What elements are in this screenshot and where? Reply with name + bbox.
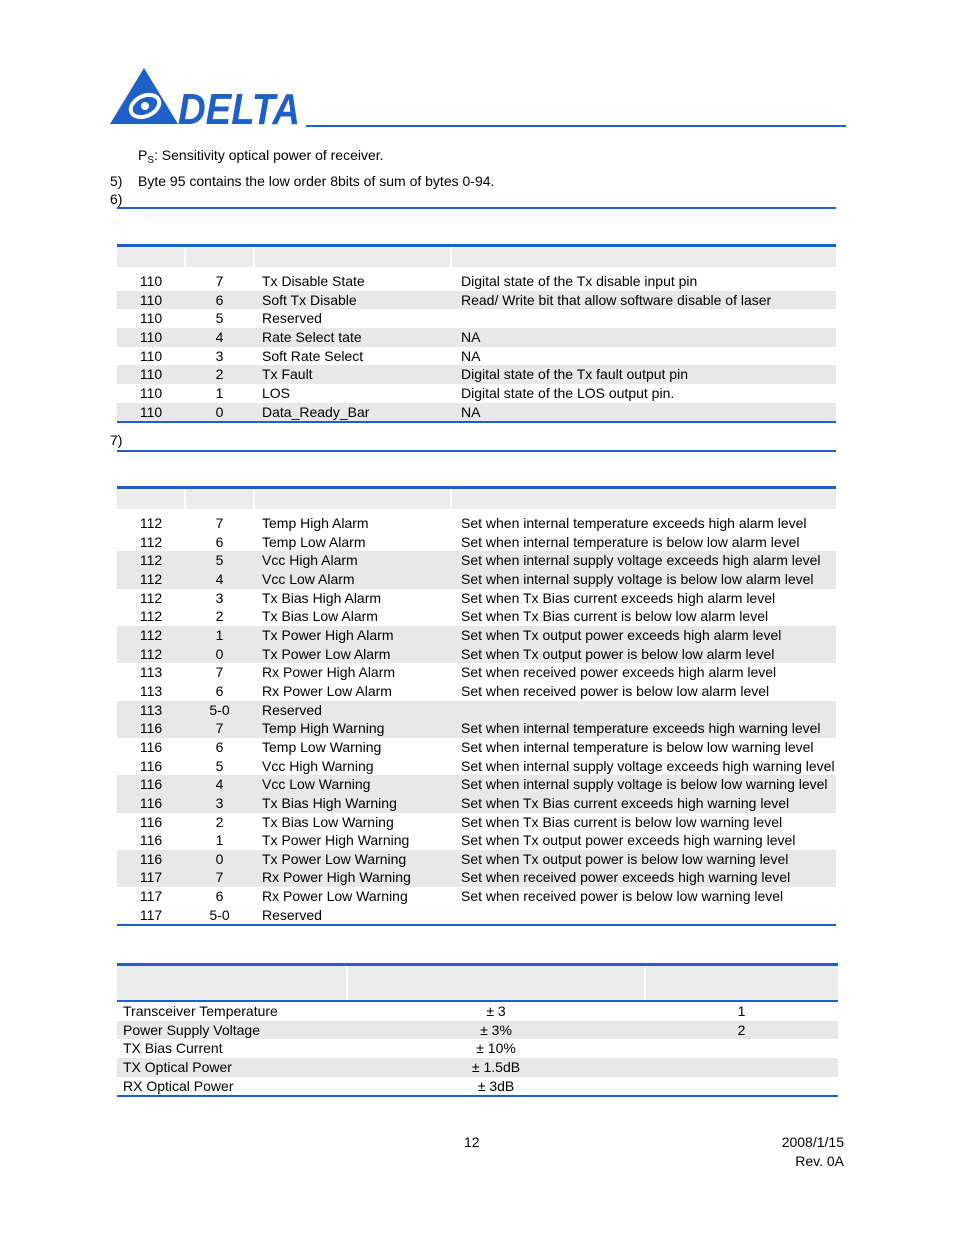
parameter-cell: TX Optical Power bbox=[117, 1058, 347, 1077]
description-cell: Set when internal temperature is below low alarm level bbox=[461, 533, 800, 550]
description-cell: Digital state of the Tx fault output pin bbox=[451, 365, 836, 384]
name-cell: Tx Fault bbox=[254, 365, 451, 384]
parameter-cell: RX Optical Power bbox=[117, 1077, 347, 1097]
table-row bbox=[117, 775, 836, 794]
address-cell: 113 bbox=[117, 701, 185, 720]
name-cell: Reserved bbox=[262, 310, 322, 327]
page-number: 12 bbox=[464, 1134, 480, 1150]
description-cell: Set when Tx output power is below low alarm level bbox=[451, 645, 836, 664]
description-cell: Set when received power exceeds high alarm level bbox=[461, 664, 777, 681]
note-cell: 2 bbox=[645, 1021, 838, 1040]
note-cell bbox=[645, 1077, 838, 1097]
description-cell: NA bbox=[461, 347, 481, 364]
table-row bbox=[117, 850, 836, 869]
address-cell: 110 bbox=[139, 273, 163, 289]
description-cell: Set when internal supply voltage exceeds high alarm level bbox=[451, 551, 836, 570]
note-ps bbox=[138, 147, 384, 169]
bit-cell: 7 bbox=[185, 719, 254, 738]
table-row bbox=[117, 757, 836, 776]
table-row bbox=[117, 682, 836, 701]
header-cell bbox=[117, 488, 185, 510]
bit-cell: 6 bbox=[215, 738, 224, 755]
address-cell: 112 bbox=[139, 608, 163, 625]
table-row bbox=[117, 291, 836, 310]
table-row bbox=[117, 403, 836, 423]
name-cell: Tx Bias High Warning bbox=[254, 794, 451, 813]
name-cell: Vcc High Warning bbox=[262, 757, 374, 774]
ps-symbol: P bbox=[138, 147, 148, 163]
bit-cell: 6 bbox=[215, 533, 224, 550]
address-cell: 116 bbox=[117, 850, 185, 869]
footer-date: 2008/1/15 bbox=[781, 1134, 844, 1150]
table-row bbox=[117, 1077, 838, 1097]
table-row bbox=[117, 813, 836, 832]
footer-revision: Rev. 0A bbox=[795, 1153, 844, 1169]
address-cell: 117 bbox=[139, 888, 163, 905]
table-row bbox=[117, 738, 836, 757]
table-row bbox=[117, 533, 836, 552]
name-cell: Soft Tx Disable bbox=[254, 291, 451, 310]
bit-cell: 7 bbox=[215, 515, 224, 531]
description-cell: Set when Tx output power exceeds high alarm level bbox=[451, 626, 836, 645]
address-cell: 112 bbox=[117, 626, 185, 645]
address-cell: 110 bbox=[117, 328, 185, 347]
header-cell bbox=[185, 246, 254, 268]
description-cell: Set when internal supply voltage is below low alarm level bbox=[451, 570, 836, 589]
address-cell: 113 bbox=[139, 682, 163, 699]
table-row bbox=[117, 365, 836, 384]
note-5-text: Byte 95 contains the low order 8bits of sum of bytes 0-94. bbox=[138, 173, 495, 189]
name-cell: Tx Power High Warning bbox=[262, 832, 410, 849]
description-cell: NA bbox=[451, 328, 836, 347]
description-cell bbox=[451, 701, 836, 720]
table-row bbox=[117, 514, 836, 533]
name-cell: Reserved bbox=[254, 701, 451, 720]
bit-cell: 0 bbox=[185, 403, 254, 423]
bit-cell: 6 bbox=[185, 291, 254, 310]
delta-logo bbox=[110, 66, 302, 134]
header-cell bbox=[451, 246, 836, 268]
header-cell bbox=[117, 246, 185, 268]
header-cell bbox=[645, 965, 838, 1002]
accuracy-cell: ± 3 bbox=[486, 1003, 506, 1019]
parameter-cell: Transceiver Temperature bbox=[123, 1003, 278, 1019]
table-row bbox=[117, 551, 836, 570]
bit-cell: 5-0 bbox=[185, 701, 254, 720]
parameter-cell: TX Bias Current bbox=[123, 1040, 223, 1057]
bit-cell: 5 bbox=[215, 757, 224, 774]
name-cell: Tx Power High Alarm bbox=[254, 626, 451, 645]
address-cell: 112 bbox=[139, 589, 163, 606]
note-5-number: 5) bbox=[110, 173, 123, 189]
table-row bbox=[117, 1001, 838, 1021]
bit-cell: 4 bbox=[185, 775, 254, 794]
name-cell: Rx Power High Alarm bbox=[262, 664, 396, 681]
note-6-number: 6) bbox=[110, 191, 123, 207]
name-cell: Tx Bias High Alarm bbox=[262, 589, 382, 606]
note-6-rule bbox=[117, 207, 836, 209]
accuracy-cell: ± 10% bbox=[476, 1040, 516, 1057]
bit-cell: 5 bbox=[215, 310, 224, 327]
address-cell: 117 bbox=[117, 906, 185, 926]
name-cell: Rx Power High Warning bbox=[254, 868, 451, 887]
header-cell bbox=[185, 488, 254, 510]
name-cell: Rate Select tate bbox=[254, 328, 451, 347]
ps-subscript: S bbox=[147, 155, 155, 166]
delta-triangle-icon bbox=[110, 66, 302, 134]
description-cell: Set when Tx Bias current exceeds high warning level bbox=[451, 794, 836, 813]
bit-cell: 2 bbox=[185, 365, 254, 384]
bit-cell: 5 bbox=[185, 551, 254, 570]
name-cell: Vcc Low Alarm bbox=[254, 570, 451, 589]
address-cell: 116 bbox=[117, 719, 185, 738]
address-cell: 116 bbox=[117, 775, 185, 794]
table-row bbox=[117, 309, 836, 328]
note-7-rule bbox=[117, 450, 836, 452]
ps-text: : Sensitivity optical power of receiver. bbox=[154, 147, 384, 163]
note-cell: 1 bbox=[737, 1003, 746, 1019]
bit-cell: 7 bbox=[185, 868, 254, 887]
name-cell: Temp High Warning bbox=[254, 719, 451, 738]
name-cell: Vcc High Alarm bbox=[254, 551, 451, 570]
address-cell: 116 bbox=[139, 757, 163, 774]
name-cell: Tx Power Low Warning bbox=[254, 850, 451, 869]
accuracy-cell: ± 3dB bbox=[347, 1077, 645, 1097]
bit-cell: 1 bbox=[185, 626, 254, 645]
table-row bbox=[117, 384, 836, 403]
name-cell: Data_Ready_Bar bbox=[254, 403, 451, 423]
table-row bbox=[117, 328, 836, 347]
address-cell: 112 bbox=[139, 515, 163, 531]
bit-cell: 6 bbox=[215, 888, 224, 905]
bit-cell: 3 bbox=[215, 347, 224, 364]
name-cell: Soft Rate Select bbox=[262, 347, 364, 364]
name-cell: Tx Disable State bbox=[262, 273, 365, 289]
header-cell bbox=[347, 965, 645, 1002]
bit-cell: 2 bbox=[215, 813, 224, 830]
address-cell: 116 bbox=[139, 813, 163, 830]
description-cell: Set when Tx Bias current is below low alarm level bbox=[461, 608, 769, 625]
address-cell: 112 bbox=[117, 551, 185, 570]
name-cell: Tx Power Low Alarm bbox=[254, 645, 451, 664]
bit-cell: 4 bbox=[185, 328, 254, 347]
description-cell bbox=[451, 309, 836, 328]
description-cell: Set when Tx Bias current is below low warning level bbox=[461, 813, 783, 830]
name-cell: Reserved bbox=[254, 906, 451, 926]
logo-wordmark: DELTA bbox=[178, 85, 300, 134]
table-row bbox=[117, 1058, 838, 1077]
address-cell: 110 bbox=[117, 291, 185, 310]
bit-cell: 0 bbox=[185, 850, 254, 869]
table-row bbox=[117, 868, 836, 887]
table-row bbox=[117, 831, 836, 850]
name-cell: Rx Power Low Alarm bbox=[262, 682, 392, 699]
table-row bbox=[117, 1021, 838, 1040]
table-row bbox=[117, 589, 836, 608]
table-row bbox=[117, 626, 836, 645]
name-cell: Vcc Low Warning bbox=[254, 775, 451, 794]
description-cell: Set when received power exceeds high warning level bbox=[451, 868, 836, 887]
address-cell: 110 bbox=[139, 310, 163, 327]
header-cell bbox=[254, 246, 451, 268]
address-cell: 113 bbox=[139, 664, 163, 681]
description-cell: Set when internal temperature exceeds high alarm level bbox=[461, 515, 807, 531]
alarm-warning-table bbox=[117, 486, 836, 926]
bit-cell: 1 bbox=[215, 384, 224, 401]
address-cell: 117 bbox=[117, 868, 185, 887]
note-cell bbox=[645, 1058, 838, 1077]
description-cell: NA bbox=[451, 403, 836, 423]
description-cell: Set when internal temperature exceeds high warning level bbox=[451, 719, 836, 738]
address-cell: 110 bbox=[139, 347, 163, 364]
name-cell: Rx Power Low Warning bbox=[262, 888, 408, 905]
bit-cell: 3 bbox=[185, 794, 254, 813]
parameter-cell: Power Supply Voltage bbox=[117, 1021, 347, 1040]
description-cell: Set when received power is below low alarm level bbox=[461, 682, 770, 699]
bit-cell: 4 bbox=[185, 570, 254, 589]
description-cell: Set when Tx output power is below low warning level bbox=[451, 850, 836, 869]
bit-cell: 0 bbox=[185, 645, 254, 664]
bit-cell: 7 bbox=[215, 664, 224, 681]
address-cell: 112 bbox=[139, 533, 163, 550]
description-cell: Set when internal temperature is below low warning level bbox=[461, 738, 814, 755]
table-row bbox=[117, 719, 836, 738]
name-cell: Tx Bias Low Warning bbox=[262, 813, 394, 830]
table-row bbox=[117, 645, 836, 664]
address-cell: 112 bbox=[117, 570, 185, 589]
address-cell: 110 bbox=[117, 365, 185, 384]
table-row bbox=[117, 906, 836, 926]
status-table bbox=[117, 244, 836, 423]
table-row bbox=[117, 663, 836, 682]
bit-cell: 2 bbox=[215, 608, 224, 625]
description-cell bbox=[451, 906, 836, 926]
bit-cell: 7 bbox=[215, 273, 224, 289]
table-row bbox=[117, 1039, 838, 1058]
table-row bbox=[117, 347, 836, 366]
name-cell: Temp Low Alarm bbox=[262, 533, 366, 550]
note-7-number: 7) bbox=[110, 432, 123, 448]
header-rule bbox=[306, 125, 846, 127]
bit-cell: 6 bbox=[215, 682, 224, 699]
description-cell: Read/ Write bit that allow software disable of laser bbox=[451, 291, 836, 310]
name-cell: Temp Low Warning bbox=[262, 738, 382, 755]
table-row bbox=[117, 887, 836, 906]
description-cell: Set when internal supply voltage exceeds high warning level bbox=[461, 757, 835, 774]
table-row bbox=[117, 701, 836, 720]
table-row bbox=[117, 272, 836, 291]
address-cell: 110 bbox=[117, 403, 185, 423]
address-cell: 116 bbox=[117, 794, 185, 813]
header-cell bbox=[117, 965, 347, 1002]
note-cell bbox=[645, 1039, 838, 1058]
accuracy-cell: ± 1.5dB bbox=[347, 1058, 645, 1077]
name-cell: LOS bbox=[262, 384, 291, 401]
header-cell bbox=[254, 488, 451, 510]
address-cell: 112 bbox=[117, 645, 185, 664]
table-row bbox=[117, 794, 836, 813]
bit-cell: 1 bbox=[215, 832, 224, 849]
table-row bbox=[117, 607, 836, 626]
bit-cell: 5-0 bbox=[185, 906, 254, 926]
address-cell: 110 bbox=[139, 384, 163, 401]
accuracy-cell: ± 3% bbox=[347, 1021, 645, 1040]
description-cell: Set when Tx Bias current exceeds high alarm level bbox=[461, 589, 776, 606]
accuracy-table bbox=[117, 963, 838, 1097]
table-row bbox=[117, 570, 836, 589]
address-cell: 116 bbox=[139, 832, 163, 849]
bit-cell: 3 bbox=[215, 589, 224, 606]
description-cell: Set when Tx output power exceeds high warning level bbox=[461, 832, 796, 849]
address-cell: 116 bbox=[139, 738, 163, 755]
description-cell: Set when internal supply voltage is below low warning level bbox=[451, 775, 836, 794]
name-cell: Tx Bias Low Alarm bbox=[262, 608, 378, 625]
description-cell: Digital state of the LOS output pin. bbox=[461, 384, 675, 401]
description-cell: Set when received power is below low warning level bbox=[461, 888, 784, 905]
header-cell bbox=[451, 488, 836, 510]
name-cell: Temp High Alarm bbox=[262, 515, 369, 531]
description-cell: Digital state of the Tx disable input pin bbox=[461, 273, 698, 289]
